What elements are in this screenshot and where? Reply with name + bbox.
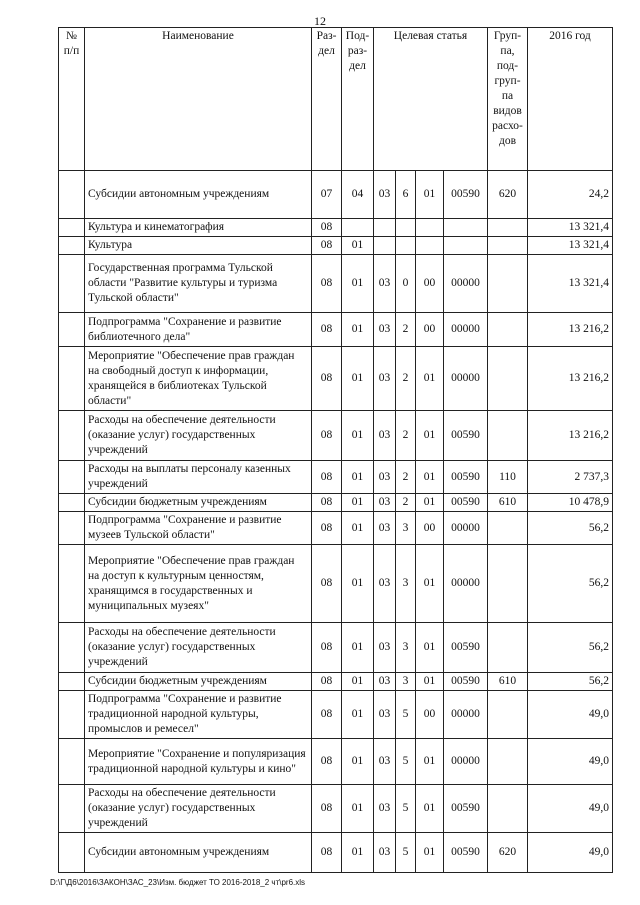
cell-razdel: 08 xyxy=(312,237,342,255)
table-body xyxy=(59,171,613,873)
cell-sum-2016: 13 216,2 xyxy=(528,347,613,411)
cell-name: Субсидии бюджетным учреждениям xyxy=(85,673,312,691)
cell-sum-2016: 2 737,3 xyxy=(528,461,613,494)
cell-name: Расходы на обеспечение деятельности (оказание услуг) государственных учреждений xyxy=(85,623,312,673)
cell-group: 610 xyxy=(488,494,528,512)
cell-razdel: 08 xyxy=(312,512,342,545)
cell-group xyxy=(488,411,528,461)
cell-podrazdel xyxy=(342,219,374,237)
cell-target-subprogram: 5 xyxy=(396,785,416,833)
table-row xyxy=(59,461,613,494)
cell-target-subprogram: 6 xyxy=(396,171,416,219)
cell-num xyxy=(59,673,85,691)
cell-target-subprogram: 2 xyxy=(396,494,416,512)
table-row xyxy=(59,512,613,545)
cell-target-measure: 01 xyxy=(416,545,444,623)
cell-target-direction: 00590 xyxy=(444,673,488,691)
cell-target-program: 03 xyxy=(374,785,396,833)
cell-target-direction: 00590 xyxy=(444,833,488,873)
cell-target-subprogram: 3 xyxy=(396,623,416,673)
cell-num xyxy=(59,461,85,494)
header-year: 2016 год xyxy=(528,28,613,171)
cell-target-program: 03 xyxy=(374,691,396,739)
cell-name: Расходы на выплаты персоналу казенных учреждений xyxy=(85,461,312,494)
cell-target-measure xyxy=(416,237,444,255)
table-row xyxy=(59,785,613,833)
cell-target-subprogram: 5 xyxy=(396,691,416,739)
cell-name: Культура xyxy=(85,237,312,255)
cell-target-direction: 00590 xyxy=(444,461,488,494)
cell-razdel: 08 xyxy=(312,691,342,739)
cell-num xyxy=(59,219,85,237)
cell-sum-2016: 49,0 xyxy=(528,833,613,873)
cell-sum-2016: 49,0 xyxy=(528,785,613,833)
cell-group xyxy=(488,785,528,833)
cell-name: Подпрограмма "Сохранение и развитие музеев Тульской области" xyxy=(85,512,312,545)
table-row xyxy=(59,411,613,461)
cell-podrazdel: 01 xyxy=(342,739,374,785)
budget-table xyxy=(58,27,613,873)
cell-target-measure: 01 xyxy=(416,673,444,691)
cell-name: Подпрограмма "Сохранение и развитие библиотечного дела" xyxy=(85,313,312,347)
cell-target-measure: 01 xyxy=(416,494,444,512)
cell-razdel: 08 xyxy=(312,494,342,512)
cell-podrazdel: 01 xyxy=(342,347,374,411)
cell-group xyxy=(488,219,528,237)
cell-target-subprogram: 3 xyxy=(396,673,416,691)
cell-target-measure: 01 xyxy=(416,171,444,219)
cell-num xyxy=(59,411,85,461)
cell-name: Мероприятие "Обеспечение прав граждан на свободный доступ к информации, хранящейся в библиотеках Тульской области" xyxy=(85,347,312,411)
cell-name: Государственная программа Тульской области "Развитие культуры и туризма Тульской области" xyxy=(85,255,312,313)
cell-group: 110 xyxy=(488,461,528,494)
cell-target-subprogram: 2 xyxy=(396,411,416,461)
cell-group xyxy=(488,237,528,255)
cell-razdel: 08 xyxy=(312,833,342,873)
cell-target-program: 03 xyxy=(374,347,396,411)
header-num: № п/п xyxy=(59,28,85,171)
cell-name: Субсидии автономным учреждениям xyxy=(85,171,312,219)
table-row xyxy=(59,219,613,237)
cell-name: Подпрограмма "Сохранение и развитие традиционной народной культуры, промыслов и ремесел" xyxy=(85,691,312,739)
cell-razdel: 08 xyxy=(312,739,342,785)
cell-sum-2016: 13 216,2 xyxy=(528,313,613,347)
cell-sum-2016: 13 321,4 xyxy=(528,219,613,237)
cell-target-program: 03 xyxy=(374,255,396,313)
cell-group xyxy=(488,313,528,347)
cell-target-program: 03 xyxy=(374,313,396,347)
page-number: 12 xyxy=(314,14,326,28)
cell-target-subprogram: 3 xyxy=(396,545,416,623)
cell-num xyxy=(59,785,85,833)
cell-target-program: 03 xyxy=(374,171,396,219)
cell-target-direction: 00000 xyxy=(444,313,488,347)
cell-group xyxy=(488,512,528,545)
cell-sum-2016: 49,0 xyxy=(528,739,613,785)
cell-group xyxy=(488,691,528,739)
cell-razdel: 08 xyxy=(312,219,342,237)
cell-razdel: 08 xyxy=(312,545,342,623)
cell-razdel: 08 xyxy=(312,785,342,833)
cell-num xyxy=(59,833,85,873)
cell-target-measure: 01 xyxy=(416,461,444,494)
cell-sum-2016: 49,0 xyxy=(528,691,613,739)
cell-target-program: 03 xyxy=(374,833,396,873)
cell-name: Субсидии бюджетным учреждениям xyxy=(85,494,312,512)
cell-group: 610 xyxy=(488,673,528,691)
cell-sum-2016: 56,2 xyxy=(528,545,613,623)
cell-target-subprogram: 5 xyxy=(396,833,416,873)
cell-target-subprogram: 5 xyxy=(396,739,416,785)
cell-sum-2016: 13 321,4 xyxy=(528,255,613,313)
cell-group xyxy=(488,347,528,411)
table-row xyxy=(59,347,613,411)
table-row xyxy=(59,691,613,739)
cell-podrazdel: 01 xyxy=(342,494,374,512)
header-podrazdel: Под-раз-дел xyxy=(342,28,374,171)
cell-num xyxy=(59,313,85,347)
cell-name: Мероприятие "Обеспечение прав граждан на доступ к культурным ценностям, хранящимся в государственных и муниципальных музеях" xyxy=(85,545,312,623)
cell-num xyxy=(59,237,85,255)
cell-sum-2016: 56,2 xyxy=(528,673,613,691)
cell-sum-2016: 56,2 xyxy=(528,623,613,673)
cell-target-direction: 00590 xyxy=(444,171,488,219)
table-row xyxy=(59,739,613,785)
cell-target-measure: 00 xyxy=(416,512,444,545)
cell-target-direction: 00590 xyxy=(444,785,488,833)
cell-podrazdel: 01 xyxy=(342,313,374,347)
cell-podrazdel: 01 xyxy=(342,623,374,673)
cell-num xyxy=(59,691,85,739)
cell-target-subprogram: 2 xyxy=(396,461,416,494)
cell-target-subprogram: 2 xyxy=(396,347,416,411)
cell-podrazdel: 01 xyxy=(342,833,374,873)
cell-podrazdel: 01 xyxy=(342,785,374,833)
cell-num xyxy=(59,623,85,673)
cell-target-subprogram xyxy=(396,219,416,237)
cell-razdel: 07 xyxy=(312,171,342,219)
cell-num xyxy=(59,255,85,313)
cell-sum-2016: 13 216,2 xyxy=(528,411,613,461)
cell-podrazdel: 01 xyxy=(342,545,374,623)
cell-razdel: 08 xyxy=(312,623,342,673)
cell-target-program: 03 xyxy=(374,623,396,673)
cell-razdel: 08 xyxy=(312,673,342,691)
cell-target-direction: 00000 xyxy=(444,545,488,623)
header-razdel: Раз-дел xyxy=(312,28,342,171)
cell-num xyxy=(59,739,85,785)
cell-target-measure: 01 xyxy=(416,623,444,673)
cell-podrazdel: 04 xyxy=(342,171,374,219)
cell-target-program xyxy=(374,219,396,237)
cell-target-program: 03 xyxy=(374,545,396,623)
cell-target-program: 03 xyxy=(374,494,396,512)
cell-sum-2016: 13 321,4 xyxy=(528,237,613,255)
table-row xyxy=(59,494,613,512)
cell-target-measure: 01 xyxy=(416,785,444,833)
cell-target-direction xyxy=(444,237,488,255)
table-row xyxy=(59,673,613,691)
table-row xyxy=(59,545,613,623)
cell-razdel: 08 xyxy=(312,347,342,411)
cell-target-direction xyxy=(444,219,488,237)
cell-podrazdel: 01 xyxy=(342,237,374,255)
cell-num xyxy=(59,512,85,545)
cell-num xyxy=(59,545,85,623)
cell-group xyxy=(488,255,528,313)
cell-target-direction: 00000 xyxy=(444,739,488,785)
cell-sum-2016: 24,2 xyxy=(528,171,613,219)
cell-name: Расходы на обеспечение деятельности (оказание услуг) государственных учреждений xyxy=(85,411,312,461)
cell-target-direction: 00000 xyxy=(444,691,488,739)
cell-name: Культура и кинематография xyxy=(85,219,312,237)
cell-podrazdel: 01 xyxy=(342,461,374,494)
cell-target-direction: 00000 xyxy=(444,347,488,411)
cell-target-direction: 00000 xyxy=(444,255,488,313)
cell-podrazdel: 01 xyxy=(342,691,374,739)
cell-podrazdel: 01 xyxy=(342,673,374,691)
cell-name: Расходы на обеспечение деятельности (оказание услуг) государственных учреждений xyxy=(85,785,312,833)
cell-target-subprogram: 3 xyxy=(396,512,416,545)
header-group: Груп-па, под-груп-па видов расхо-дов xyxy=(488,28,528,171)
cell-podrazdel: 01 xyxy=(342,512,374,545)
cell-target-subprogram: 0 xyxy=(396,255,416,313)
cell-group xyxy=(488,623,528,673)
cell-sum-2016: 56,2 xyxy=(528,512,613,545)
cell-target-direction: 00590 xyxy=(444,623,488,673)
cell-target-direction: 00000 xyxy=(444,512,488,545)
cell-razdel: 08 xyxy=(312,461,342,494)
cell-razdel: 08 xyxy=(312,255,342,313)
cell-group: 620 xyxy=(488,833,528,873)
cell-target-measure: 01 xyxy=(416,833,444,873)
cell-target-program: 03 xyxy=(374,739,396,785)
cell-target-direction: 00590 xyxy=(444,411,488,461)
table-row xyxy=(59,255,613,313)
cell-target-subprogram: 2 xyxy=(396,313,416,347)
header-name: Наименование xyxy=(85,28,312,171)
cell-target-subprogram xyxy=(396,237,416,255)
cell-num xyxy=(59,347,85,411)
cell-target-program: 03 xyxy=(374,512,396,545)
cell-target-measure: 01 xyxy=(416,347,444,411)
cell-sum-2016: 10 478,9 xyxy=(528,494,613,512)
table-row xyxy=(59,623,613,673)
file-path-footer: D:\Г\Д6\2016\ЗАКОН\ЗАС_23\Изм. бюджет ТО 2016-2018_2 чт\pr6.xls xyxy=(50,878,306,887)
table-row xyxy=(59,833,613,873)
table-row xyxy=(59,313,613,347)
cell-target-program: 03 xyxy=(374,461,396,494)
cell-group: 620 xyxy=(488,171,528,219)
cell-podrazdel: 01 xyxy=(342,411,374,461)
cell-group xyxy=(488,545,528,623)
cell-podrazdel: 01 xyxy=(342,255,374,313)
cell-target-program xyxy=(374,237,396,255)
table-row xyxy=(59,237,613,255)
cell-target-measure: 00 xyxy=(416,255,444,313)
cell-target-direction: 00590 xyxy=(444,494,488,512)
cell-target-measure: 01 xyxy=(416,739,444,785)
cell-target-program: 03 xyxy=(374,673,396,691)
cell-razdel: 08 xyxy=(312,411,342,461)
cell-group xyxy=(488,739,528,785)
cell-target-measure: 00 xyxy=(416,313,444,347)
table-row xyxy=(59,171,613,219)
cell-target-measure: 00 xyxy=(416,691,444,739)
cell-num xyxy=(59,171,85,219)
cell-target-measure xyxy=(416,219,444,237)
cell-razdel: 08 xyxy=(312,313,342,347)
header-target: Целевая статья xyxy=(374,28,488,171)
cell-name: Субсидии автономным учреждениям xyxy=(85,833,312,873)
cell-name: Мероприятие "Сохранение и популяризация традиционной народной культуры и кино" xyxy=(85,739,312,785)
cell-target-measure: 01 xyxy=(416,411,444,461)
cell-num xyxy=(59,494,85,512)
cell-target-program: 03 xyxy=(374,411,396,461)
header-row xyxy=(59,28,613,171)
